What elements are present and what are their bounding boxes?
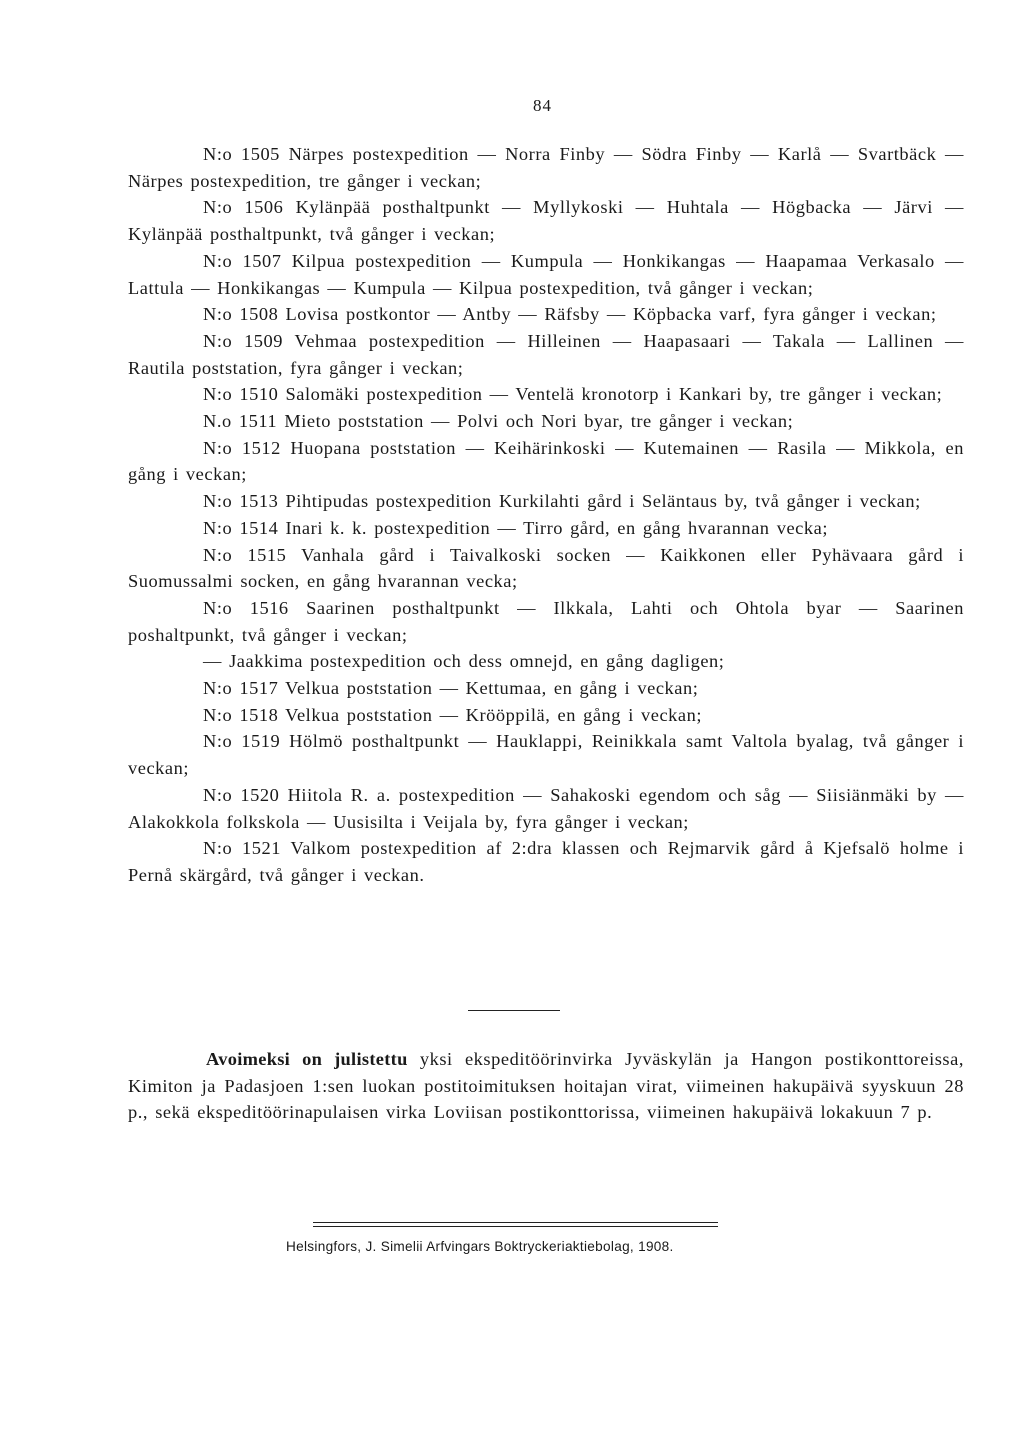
- route-entry: — Jaakkima postexpedition och dess omnejd, en gång dagligen;: [203, 651, 725, 672]
- imprint-rule-top: [313, 1222, 718, 1223]
- route-entry: N:o 1520 Hiitola R. a. postexpedition — Sahakoski egendom och såg — Siisiänmäki by — Alakokkola folkskola — Uusisilta i Veijala by, fyra gånger i veckan;: [128, 784, 964, 832]
- notice-body: yksi ekspeditöörinvirka Jyväskylän ja Hangon postikonttoreissa, Kimiton ja Padasjoen 1:sen luokan postitoimituksen hoitajan virat, viimeinen hakupäivä syyskuun 28 p., sekä ekspeditöörinapulaisen virka Loviisan postikonttorissa, viimeinen hakupäivä lokakuun 7 p.: [128, 1049, 965, 1123]
- route-entry: N:o 1521 Valkom postexpedition af 2:dra klassen och Rejmarvik gård å Kjefsalö holme i Pernå skärgård, två gånger i veckan.: [128, 838, 964, 885]
- route-entry: N:o 1506 Kylänpää posthaltpunkt — Myllykoski — Huhtala — Högbacka — Järvi — Kylänpää posthaltpunkt, två gånger i veckan;: [128, 197, 964, 245]
- route-entry: N:o 1519 Hölmö posthaltpunkt — Hauklappi, Reinikkala samt Valtola byalag, två gånger i veckan;: [128, 731, 964, 779]
- route-entry: N:o 1515 Vanhala gård i Taivalkoski socken — Kaikkonen eller Pyhävaara gård i Suomussalmi socken, en gång hvarannan vecka;: [128, 544, 964, 592]
- route-entry: N:o 1509 Vehmaa postexpedition — Hilleinen — Haapasaari — Takala — Lallinen — Rautila poststation, fyra gånger i veckan;: [128, 330, 964, 378]
- route-entry: N:o 1517 Velkua poststation — Kettumaa, en gång i veckan;: [203, 678, 699, 699]
- route-entry: N:o 1505 Närpes postexpedition — Norra Finby — Södra Finby — Karlå — Svartbäck — Närpes postexpedition, tre gånger i veckan;: [128, 144, 964, 191]
- page-number: 84: [533, 96, 552, 115]
- route-entry: N:o 1507 Kilpua postexpedition — Kumpula — Honkikangas — Haapamaa Verkasalo — Lattula — Honkikangas — Kumpula — Kilpua postexpedition, två gånger i veckan;: [128, 250, 964, 298]
- route-entry: N:o 1518 Velkua poststation — Krööppilä, en gång i veckan;: [203, 704, 703, 725]
- route-entry: N:o 1513 Pihtipudas postexpedition Kurkilahti gård i Seläntaus by, två gånger i veckan;: [203, 491, 921, 512]
- vacancy-notice: [128, 1046, 964, 1126]
- route-entry: N:o 1514 Inari k. k. postexpedition — Tirro gård, en gång hvarannan vecka;: [203, 517, 828, 538]
- printer-imprint: Helsingfors, J. Simelii Arfvingars Boktryckeriaktiebolag, 1908.: [286, 1239, 674, 1254]
- notice-lead: Avoimeksi on julistettu: [206, 1049, 408, 1069]
- imprint-rule-bottom: [313, 1226, 718, 1227]
- route-entry: N:o 1510 Salomäki postexpedition — Ventelä kronotorp i Kankari by, tre gånger i veckan;: [203, 384, 943, 405]
- route-entry: N:o 1508 Lovisa postkontor — Antby — Räfsby — Köpbacka varf, fyra gånger i veckan;: [203, 304, 937, 325]
- route-entry: N:o 1516 Saarinen posthaltpunkt — Ilkkala, Lahti och Ohtola byar — Saarinen poshaltpunkt, två gånger i veckan;: [128, 597, 964, 645]
- section-divider: [468, 1010, 560, 1011]
- route-list: [128, 141, 964, 889]
- route-entry: N:o 1512 Huopana poststation — Keihärinkoski — Kutemainen — Rasila — Mikkola, en gång i veckan;: [128, 437, 964, 485]
- route-entry: N.o 1511 Mieto poststation — Polvi och Nori byar, tre gånger i veckan;: [203, 411, 794, 432]
